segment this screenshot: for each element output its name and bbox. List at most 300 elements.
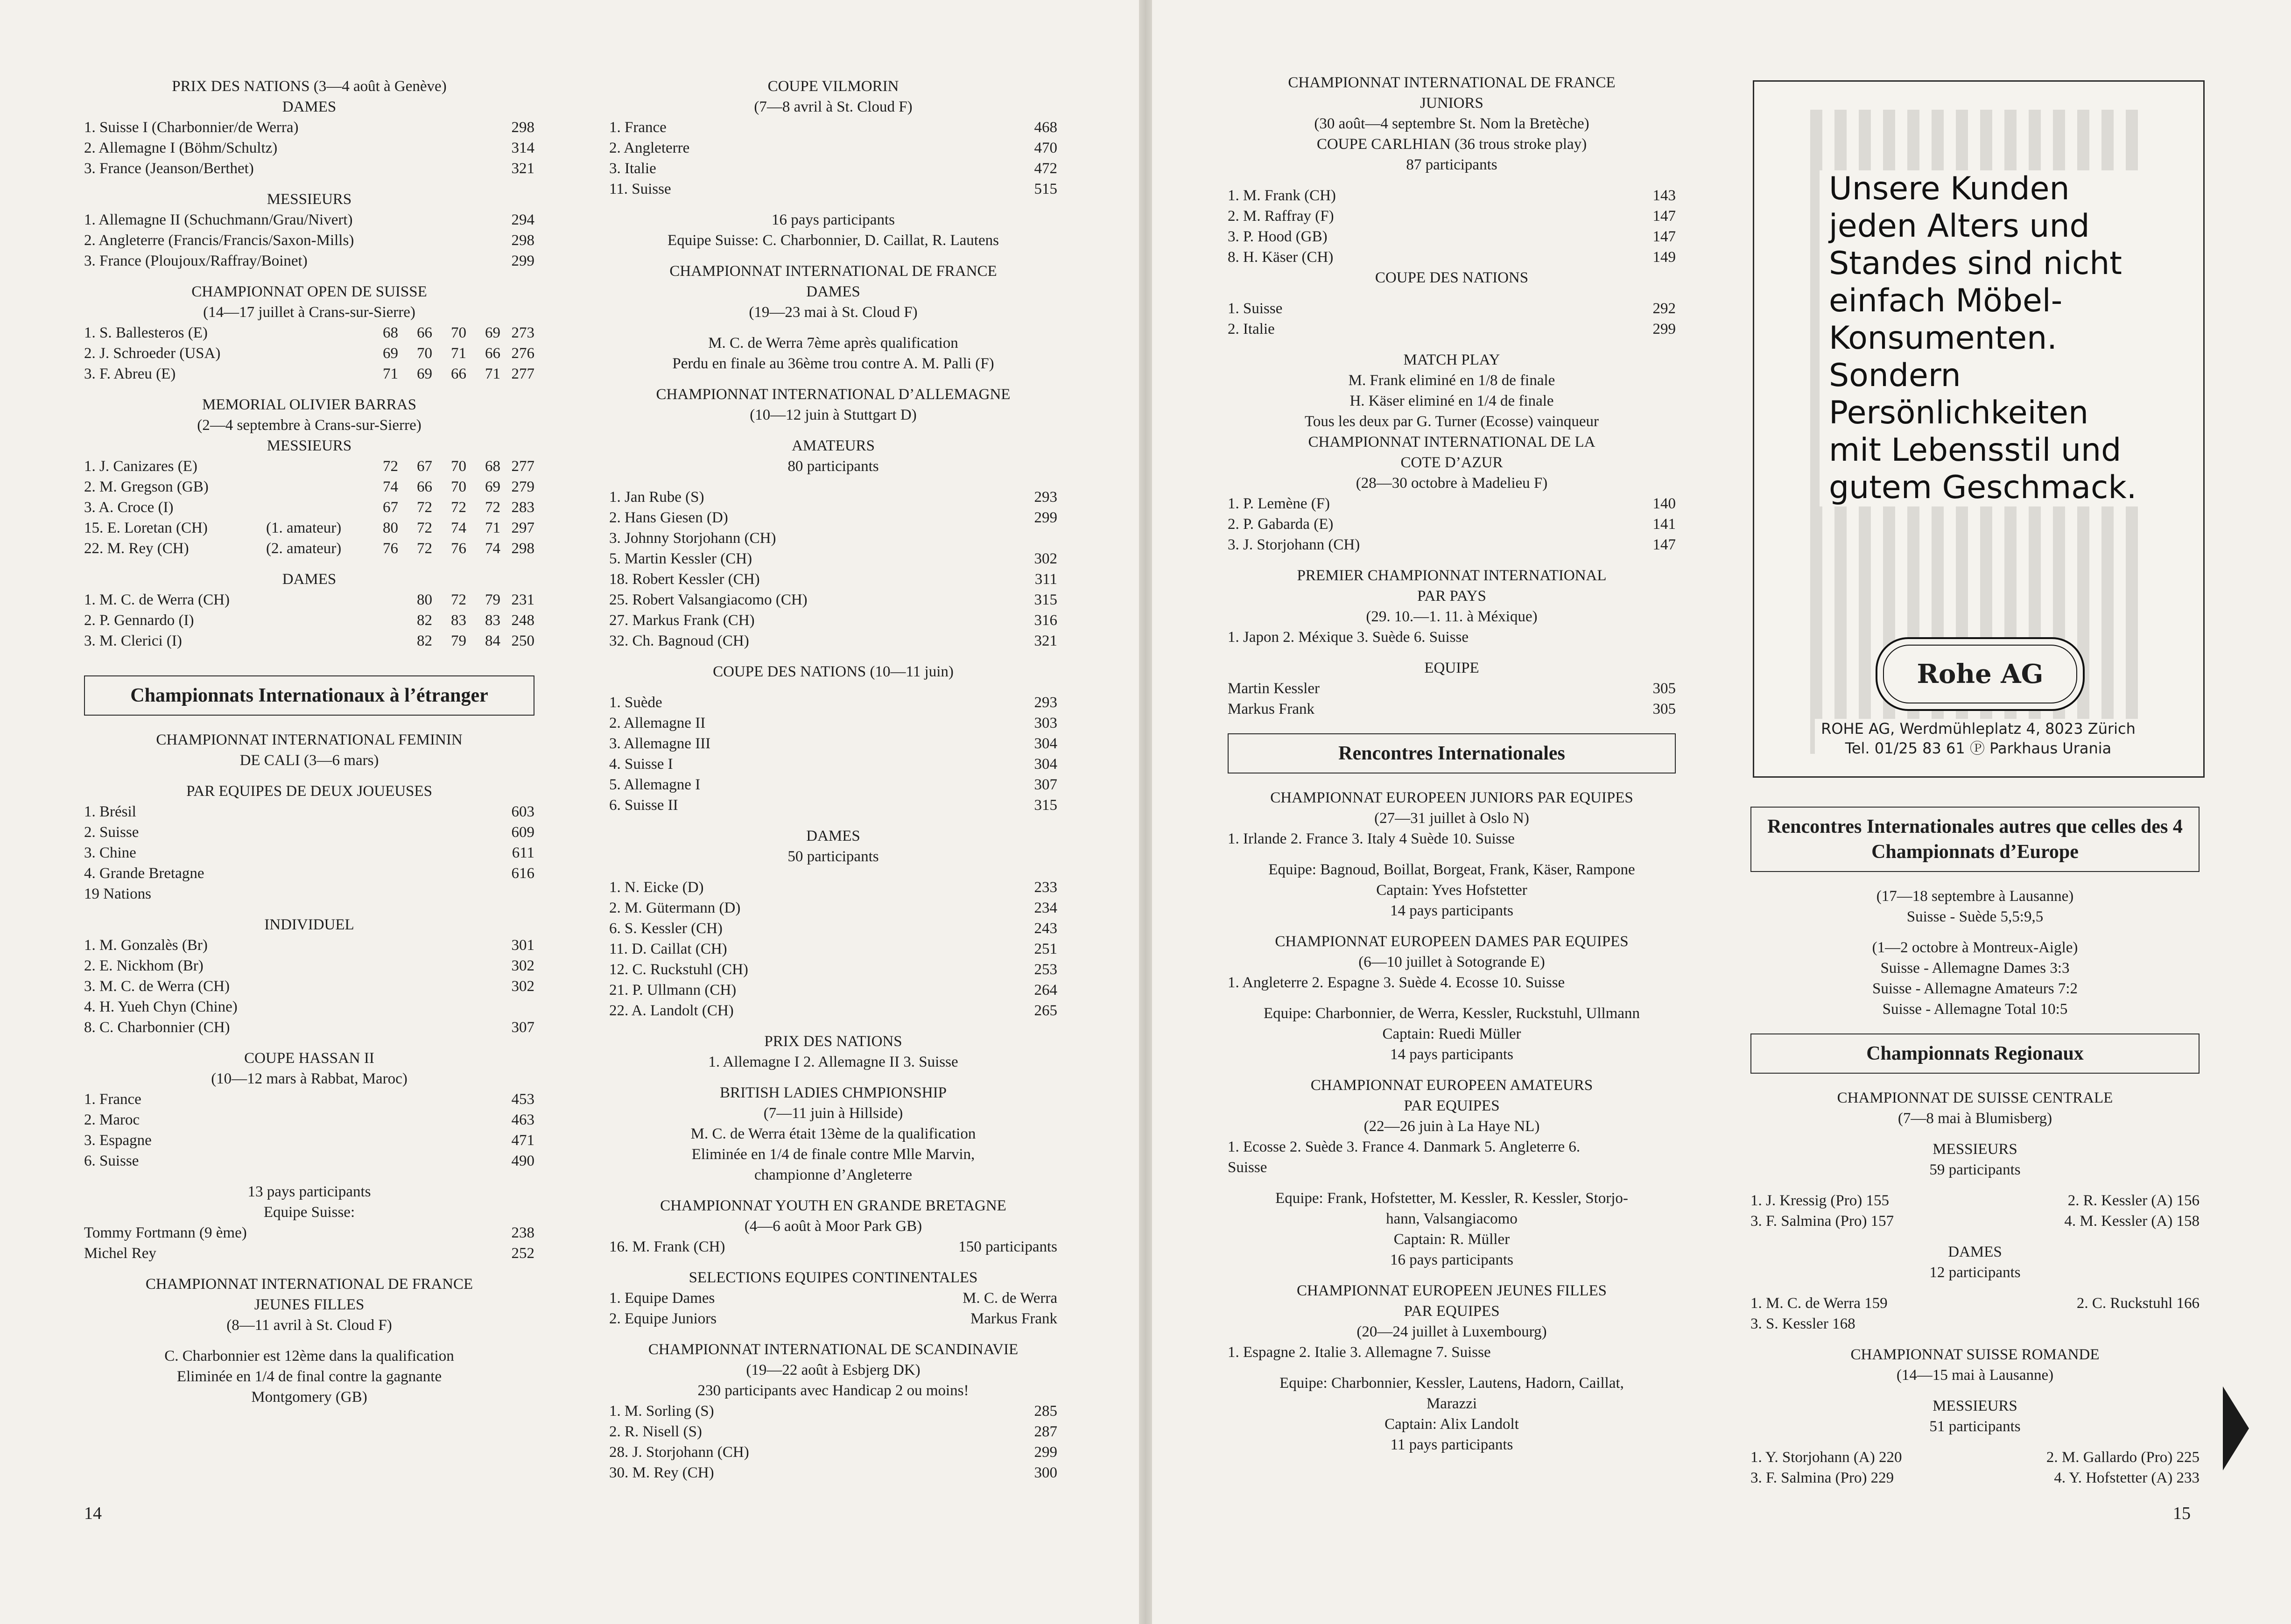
section-heading: CHAMPIONNAT EUROPEEN JEUNES FILLES [1296, 1282, 1607, 1299]
result-left: 1. M. C. de Werra 159 [1750, 1295, 1888, 1312]
section-heading: CHAMPIONNAT INTERNATIONAL DE LA [1308, 434, 1595, 450]
result-row [609, 713, 1057, 733]
result-name: 22. A. Landolt (CH) [609, 1002, 734, 1019]
spacer [1228, 288, 1676, 298]
result-name: 5. Allemagne I [609, 776, 701, 793]
result-value: 149 [1652, 249, 1676, 266]
result-value: 303 [1034, 715, 1057, 731]
section-heading: CHAMPIONNAT DE SUISSE CENTRALE [1837, 1090, 2113, 1106]
result-note [266, 456, 359, 477]
section-heading: COUPE DES NATIONS (10—11 juin) [713, 663, 954, 680]
result-value: 140 [1652, 495, 1676, 512]
round-scores [364, 497, 534, 518]
result-name: 11. Suisse [609, 181, 671, 197]
result-name: 2. M. Gütermann (D) [609, 900, 741, 916]
centered-text: Montgomery (GB) [251, 1389, 367, 1406]
spacer [1750, 1180, 2200, 1190]
result-row [609, 631, 1057, 651]
round-score: 67 [383, 499, 398, 516]
result-row [609, 774, 1057, 795]
round-score: 72 [383, 458, 398, 475]
result-name: 1. M. Sorling (S) [609, 1403, 714, 1420]
centered-text: 13 pays participants [247, 1183, 371, 1200]
page-gutter [1139, 0, 1152, 1624]
result-name: 1. France [84, 1091, 141, 1108]
result-row [609, 179, 1057, 199]
result-name: 32. Ch. Bagnoud (CH) [609, 633, 749, 649]
result-note [266, 477, 359, 497]
result-name: 3. P. Hood (GB) [1228, 228, 1328, 245]
round-score: 72 [451, 499, 466, 516]
centered-text: (7—8 avril à St. Cloud F) [754, 98, 913, 115]
centered-text: M. Frank eliminé en 1/8 de finale [1348, 372, 1555, 389]
result-value: 302 [511, 957, 534, 974]
round-score: 297 [511, 520, 534, 536]
section-heading: MESSIEURS [1933, 1398, 2017, 1414]
result-name-group [84, 518, 359, 538]
text-line: 1. Ecosse 2. Suède 3. France 4. Danmark 5. Angleterre 6. [1228, 1139, 1581, 1155]
spacer [609, 251, 1057, 261]
result-name: 1. Equipe Dames [609, 1290, 715, 1307]
round-score: 69 [417, 366, 432, 382]
ad-logo [1876, 637, 2085, 711]
spacer [1228, 339, 1676, 350]
centered-text: (20—24 juillet à Luxembourg) [1356, 1323, 1547, 1340]
centered-text: Suisse - Allemagne Dames 3:3 [1880, 960, 2070, 977]
result-name: 22. M. Rey (CH) [84, 540, 189, 557]
ad-logo-text: Rohe AG [1917, 659, 2044, 689]
result-value: 300 [1034, 1464, 1057, 1481]
ad-slogan-line: Persönlichkeiten [1829, 394, 2089, 431]
round-score: 71 [383, 366, 398, 382]
round-score: 298 [511, 540, 534, 557]
result-row [84, 863, 534, 884]
result-value: 301 [511, 937, 534, 954]
ad-slogan-line: Sondern [1829, 357, 1961, 394]
result-name: 3. Johnny Storjohann (CH) [609, 530, 776, 547]
result-row [1228, 678, 1676, 699]
centered-text: Captain: Alix Landolt [1384, 1416, 1519, 1433]
result-name: 2. P. Gennardo (I) [84, 612, 194, 629]
result-name: 1. France [609, 119, 667, 136]
result-value: 298 [511, 232, 534, 249]
round-score: 70 [417, 345, 432, 362]
centered-text: 14 pays participants [1390, 902, 1513, 919]
spacer [609, 1329, 1057, 1339]
centered-text: Tous les deux par G. Turner (Ecosse) vainqueur [1304, 413, 1599, 430]
result-name: 2. Equipe Juniors [609, 1310, 717, 1327]
result-value: 490 [511, 1153, 534, 1169]
round-score: 67 [417, 458, 432, 475]
result-name: 1. Suisse [1228, 300, 1283, 317]
spacer [1228, 719, 1676, 730]
spacer [1228, 647, 1676, 658]
result-value: 299 [1034, 509, 1057, 526]
spacer [1228, 1363, 1676, 1373]
result-name-group [84, 497, 359, 518]
round-scores [364, 456, 534, 477]
section-heading: COUPE CARLHIAN (36 trous stroke play) [1316, 136, 1587, 153]
result-value: 150 participants [958, 1238, 1057, 1255]
result-name: 1. Suisse I (Charbonnier/de Werra) [84, 119, 299, 136]
section-heading: CHAMPIONNAT INTERNATIONAL DE FRANCE [145, 1276, 473, 1293]
centered-text: (14—17 juillet à Crans-sur-Sierre) [203, 304, 415, 321]
centered-text: Suisse - Suède 5,5:9,5 [1906, 908, 2044, 925]
section-heading: EQUIPE [1424, 660, 1479, 676]
spacer [1228, 555, 1676, 565]
result-value: 294 [511, 211, 534, 228]
spacer [1228, 921, 1676, 931]
result-value: 141 [1652, 516, 1676, 533]
result-name: 2. Allemagne I (Böhm/Schultz) [84, 140, 278, 156]
result-name: 30. M. Rey (CH) [609, 1464, 714, 1481]
advertisement [1753, 80, 2205, 778]
result-name: 18. Robert Kessler (CH) [609, 571, 760, 588]
spacer [84, 1264, 534, 1274]
result-value: 321 [511, 160, 534, 177]
text-line: 1. Espagne 2. Italie 3. Allemagne 7. Suisse [1228, 1344, 1491, 1361]
section-heading: MESSIEURS [267, 191, 352, 208]
result-name-group [84, 477, 359, 497]
round-score: 69 [485, 478, 500, 495]
ad-slogan-line: jeden Alters und [1829, 208, 2090, 245]
centered-text: (1—2 octobre à Montreux-Aigle) [1872, 939, 2078, 956]
result-name: 1. J. Canizares (E) [84, 458, 197, 475]
section-heading: COUPE DES NATIONS [1375, 269, 1529, 286]
round-score: 82 [417, 633, 432, 649]
result-note: (1. amateur) [266, 520, 342, 536]
round-score: 74 [485, 540, 500, 557]
result-name: 3. J. Storjohann (CH) [1228, 536, 1360, 553]
result-name: 3. F. Abreu (E) [84, 366, 176, 382]
result-name: 2. Angleterre (Francis/Francis/Saxon-Mills) [84, 232, 354, 249]
centered-text: (6—10 juillet à Sotogrande E) [1358, 954, 1545, 970]
result-value: 147 [1652, 208, 1676, 225]
result-right: 4. M. Kessler (A) 158 [2064, 1213, 2200, 1230]
result-name: 1. N. Eicke (D) [609, 879, 704, 896]
result-row [84, 1243, 534, 1264]
result-name-group [84, 631, 345, 651]
result-name: 2. Allemagne II [609, 715, 706, 731]
centered-text: 1. Allemagne I 2. Allemagne II 3. Suisse [708, 1054, 958, 1070]
result-row [84, 230, 534, 251]
centered-text: M. C. de Werra 7ème après qualification [708, 335, 958, 352]
result-name: 4. H. Yueh Chyn (Chine) [84, 998, 238, 1015]
result-name: 3. Chine [84, 844, 136, 861]
result-name: 6. Suisse [84, 1153, 139, 1169]
spacer [1228, 1270, 1676, 1280]
centered-text: Suisse - Allemagne Total 10:5 [1882, 1001, 2068, 1018]
round-score: 79 [451, 633, 466, 649]
result-name: Markus Frank [1228, 701, 1315, 717]
section-heading: PAR EQUIPES [1404, 1097, 1500, 1114]
result-name: 2. M. Gregson (GB) [84, 478, 209, 495]
section-heading: SELECTIONS EQUIPES CONTINENTALES [689, 1269, 978, 1286]
result-row [609, 138, 1057, 158]
result-value: 253 [1034, 961, 1057, 978]
result-name-group [84, 538, 359, 559]
round-score: 70 [451, 478, 466, 495]
centered-text: Equipe Suisse: [263, 1204, 355, 1221]
result-value: 302 [1034, 550, 1057, 567]
section-heading: AMATEURS [792, 437, 875, 454]
section-heading: COTE D’AZUR [1400, 454, 1503, 471]
centered-text: Suisse - Allemagne Amateurs 7:2 [1872, 980, 2078, 997]
section-heading: DAMES [1948, 1244, 2002, 1260]
centered-text: Equipe: Bagnoud, Boillat, Borgeat, Frank, Käser, Rampone [1268, 861, 1635, 878]
spacer [84, 651, 534, 672]
ad-phone-line: Tel. 01/25 83 61 Ⓟ Parkhaus Urania [1845, 739, 2112, 757]
result-row [84, 1223, 534, 1243]
result-value: 307 [511, 1019, 534, 1036]
section-heading: MESSIEURS [267, 437, 352, 454]
centered-text: 14 pays participants [1390, 1046, 1513, 1063]
section-heading: CHAMPIONNAT SUISSE ROMANDE [1850, 1346, 2100, 1363]
score-row [84, 343, 534, 364]
centered-text: (14—15 mai à Lausanne) [1896, 1367, 2054, 1384]
result-name: 2. Maroc [84, 1111, 140, 1128]
result-row [609, 1288, 1057, 1308]
column-3 [1228, 72, 1676, 1455]
centered-text: 12 participants [1929, 1264, 2021, 1281]
round-score: 74 [383, 478, 398, 495]
spacer [1228, 849, 1676, 859]
result-pair-row [1750, 1314, 2200, 1334]
result-row [84, 1151, 534, 1171]
result-name: 3. France (Jeanson/Berthet) [84, 160, 254, 177]
section-heading: CHAMPIONNAT EUROPEEN JUNIORS PAR EQUIPES [1270, 789, 1633, 806]
result-row [84, 956, 534, 976]
result-row [84, 801, 534, 822]
result-row [609, 1237, 1057, 1257]
round-score: 76 [451, 540, 466, 557]
score-row [84, 456, 534, 477]
result-row [84, 1017, 534, 1038]
round-score: 80 [383, 520, 398, 536]
score-row [84, 590, 534, 610]
section-heading: JEUNES FILLES [254, 1296, 365, 1313]
result-name: 5. Martin Kessler (CH) [609, 550, 752, 567]
result-value: M. C. de Werra [963, 1290, 1057, 1307]
spacer [609, 323, 1057, 333]
ad-slogan-line: Konsumenten. [1829, 320, 2057, 357]
section-heading: CHAMPIONNAT EUROPEEN AMATEURS [1310, 1077, 1593, 1094]
result-row [609, 1442, 1057, 1462]
round-score: 72 [451, 591, 466, 608]
centered-text: (19—22 août à Esbjerg DK) [746, 1362, 921, 1378]
round-score: 74 [451, 520, 466, 536]
round-score: 66 [485, 345, 500, 362]
result-name: 2. P. Gabarda (E) [1228, 516, 1334, 533]
centered-text: (8—11 avril à St. Cloud F) [226, 1317, 392, 1334]
result-name: 3. M. C. de Werra (CH) [84, 978, 230, 995]
result-row [84, 976, 534, 997]
centered-text: (4—6 août à Moor Park GB) [744, 1218, 922, 1235]
centered-text: Marazzi [1426, 1395, 1477, 1412]
section-heading: BRITISH LADIES CHMPIONSHIP [720, 1084, 947, 1101]
result-row [609, 733, 1057, 754]
round-score: 68 [485, 458, 500, 475]
result-row [609, 158, 1057, 179]
spacer [609, 682, 1057, 692]
spacer [609, 1185, 1057, 1195]
spacer [84, 559, 534, 569]
spacer [1750, 1019, 2200, 1030]
section-heading: CHAMPIONNAT INTERNATIONAL D’ALLEMAGNE [656, 386, 1011, 403]
spacer [609, 425, 1057, 436]
centered-text: (7—8 mai à Blumisberg) [1897, 1110, 2052, 1127]
round-score: 72 [417, 540, 432, 557]
result-value: 265 [1034, 1002, 1057, 1019]
round-score: 283 [511, 499, 534, 516]
section-heading: DAMES [806, 828, 860, 844]
centered-text: H. Käser eliminé en 1/4 de finale [1349, 393, 1554, 409]
result-value: 611 [512, 844, 534, 861]
result-value: 304 [1034, 735, 1057, 752]
spacer [1750, 876, 2200, 886]
result-value: 143 [1652, 187, 1676, 204]
spacer [1228, 777, 1676, 787]
result-right: 4. Y. Hofstetter (A) 233 [2054, 1469, 2200, 1486]
round-scores [398, 610, 534, 631]
result-row [1228, 298, 1676, 319]
result-name: 15. E. Loretan (CH) [84, 520, 208, 536]
spacer [84, 904, 534, 914]
result-row [84, 158, 534, 179]
spacer [609, 651, 1057, 661]
result-left: 3. F. Salmina (Pro) 229 [1750, 1469, 1894, 1486]
centered-text: (28—30 octobre à Madelieu F) [1356, 475, 1548, 492]
ad-slogan-line: Standes sind nicht [1829, 245, 2122, 282]
result-left: 1. J. Kressig (Pro) 155 [1750, 1192, 1889, 1209]
result-name: 1. Allemagne II (Schuchmann/Grau/Nivert) [84, 211, 353, 228]
result-value: 243 [1034, 920, 1057, 937]
result-value: 453 [511, 1091, 534, 1108]
spacer [1750, 1077, 2200, 1088]
result-pair-row [1750, 1447, 2200, 1468]
centered-text: Equipe Suisse: C. Charbonnier, D. Caillat, R. Lautens [668, 232, 999, 249]
round-score: 277 [511, 366, 534, 382]
result-name: 3. M. Clerici (I) [84, 633, 182, 649]
spacer [609, 1072, 1057, 1083]
spacer [609, 1021, 1057, 1031]
section-heading: CHAMPIONNAT INTERNATIONAL DE SCANDINAVIE [648, 1341, 1019, 1358]
result-value: 299 [511, 253, 534, 269]
result-row [609, 610, 1057, 631]
round-score: 69 [485, 324, 500, 341]
section-heading: COUPE VILMORIN [767, 78, 899, 95]
centered-text: (29. 10.—1. 11. à Méxique) [1366, 608, 1538, 625]
spacer [609, 199, 1057, 210]
centered-text: Equipe: Charbonnier, de Werra, Kessler, Ruckstuhl, Ullmann [1263, 1005, 1640, 1022]
result-row [84, 117, 534, 138]
centered-text: Captain: Ruedi Müller [1382, 1026, 1521, 1042]
section-heading: PAR EQUIPES [1404, 1303, 1500, 1320]
round-score: 83 [485, 612, 500, 629]
result-name: 4. Suisse I [609, 756, 673, 773]
spacer [609, 1257, 1057, 1267]
round-score: 277 [511, 458, 534, 475]
result-row [1228, 534, 1676, 555]
result-row [609, 939, 1057, 959]
result-value: 307 [1034, 776, 1057, 793]
ad-address-line: ROHE AG, Werdmühleplatz 4, 8023 Zürich [1821, 720, 2136, 738]
result-name: 2. M. Raffray (F) [1228, 208, 1334, 225]
spacer [1750, 1437, 2200, 1447]
spacer [84, 384, 534, 394]
page-number-right: 15 [2173, 1504, 2191, 1523]
section-box-regionaux: Championnats Regionaux [1750, 1033, 2200, 1074]
result-value: 293 [1034, 694, 1057, 711]
section-heading: COUPE HASSAN II [244, 1050, 374, 1067]
centered-text: Eliminée en 1/4 de final contre la gagnante [176, 1368, 442, 1385]
centered-text: Perdu en finale au 36ème trou contre A. M. Palli (F) [672, 355, 994, 372]
section-heading: CHAMPIONNAT INTERNATIONAL FEMININ [156, 731, 463, 748]
result-name: 11. D. Caillat (CH) [609, 941, 727, 957]
centered-text: 50 participants [787, 848, 879, 865]
round-score: 68 [383, 324, 398, 341]
result-name: 1. M. Gonzalès (Br) [84, 937, 208, 954]
result-name-group [84, 590, 345, 610]
result-row [84, 1110, 534, 1130]
spacer [1750, 1231, 2200, 1242]
result-name: 2. J. Schroeder (USA) [84, 345, 221, 362]
centered-text: 16 pays participants [1390, 1251, 1513, 1268]
result-pair-row [1750, 1190, 2200, 1211]
result-right: 2. C. Ruckstuhl 166 [2076, 1295, 2200, 1312]
result-row [609, 590, 1057, 610]
result-row [1228, 226, 1676, 247]
spacer [609, 816, 1057, 826]
result-note: (2. amateur) [266, 540, 342, 557]
ad-slogan [1820, 170, 2146, 506]
round-score: 248 [511, 612, 534, 629]
result-name: 12. C. Ruckstuhl (CH) [609, 961, 748, 978]
result-name: 6. Suisse II [609, 797, 678, 814]
spacer [1750, 1129, 2200, 1139]
section-heading: PAR PAYS [1417, 588, 1486, 605]
result-row [609, 1401, 1057, 1421]
result-name: 6. S. Kessler (CH) [609, 920, 723, 937]
section-heading: INDIVIDUEL [264, 916, 354, 933]
round-scores [364, 364, 534, 384]
section-box-rencontres: Rencontres Internationales [1228, 733, 1676, 773]
result-pair-row [1750, 1211, 2200, 1231]
section-box-etranger: Championnats Internationaux à l’étranger [84, 675, 534, 716]
result-value: 234 [1034, 900, 1057, 916]
result-row [609, 898, 1057, 918]
round-score: 279 [511, 478, 534, 495]
section-heading: MEMORIAL OLIVIER BARRAS [202, 396, 416, 413]
result-value: 616 [511, 865, 534, 882]
ad-address [1815, 719, 2142, 758]
centered-text: 51 participants [1929, 1418, 2021, 1435]
result-value: 238 [511, 1224, 534, 1241]
result-name: 1. M. C. de Werra (CH) [84, 591, 230, 608]
result-name: 8. C. Charbonnier (CH) [84, 1019, 230, 1036]
centered-text: 16 pays participants [772, 211, 895, 228]
round-score: 71 [485, 520, 500, 536]
result-name: Michel Rey [84, 1245, 156, 1262]
text-line: Suisse [1228, 1159, 1267, 1176]
ad-slogan-line: mit Lebensstil und [1829, 432, 2122, 469]
result-row [84, 251, 534, 271]
result-row [609, 548, 1057, 569]
result-row [1228, 206, 1676, 226]
centered-text: (2—4 septembre à Crans-sur-Sierre) [197, 417, 422, 434]
result-row [84, 210, 534, 230]
result-value: 316 [1034, 612, 1057, 629]
